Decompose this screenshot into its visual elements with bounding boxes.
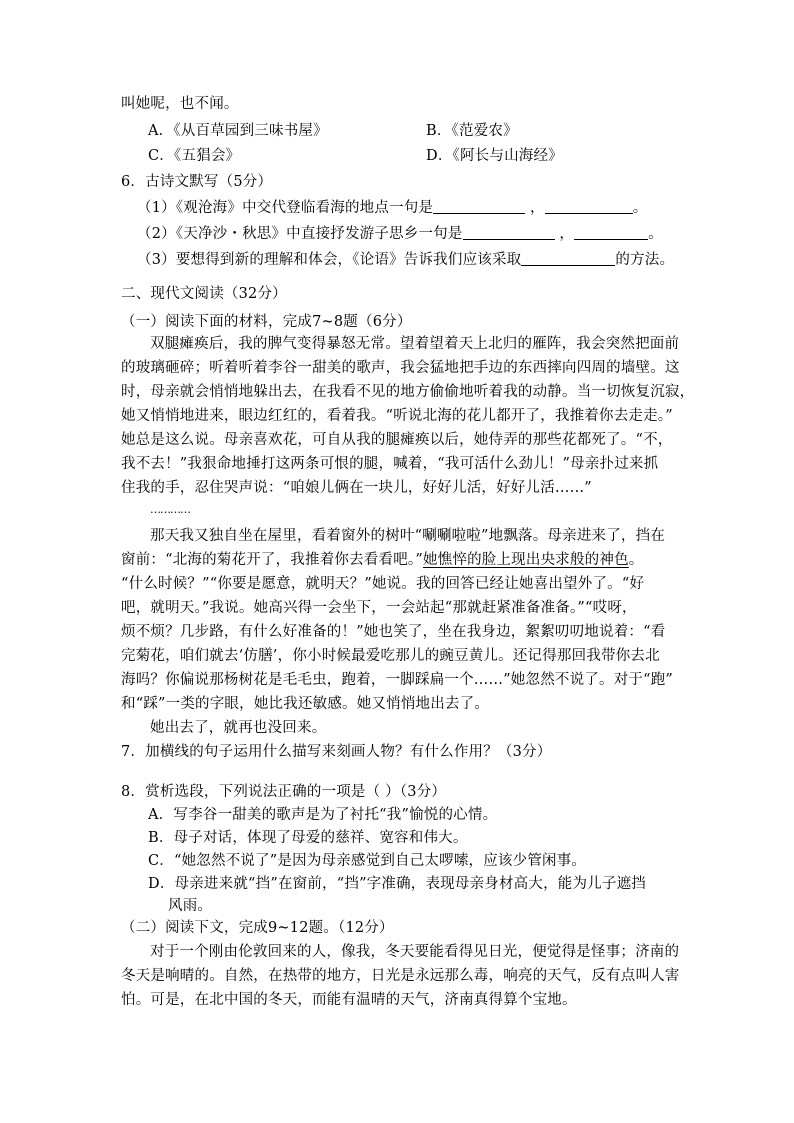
passage-line (121, 550, 644, 570)
passage-line: 她出去了，就再也没回来。 (150, 720, 327, 736)
passage-line: 住我的手，忍住哭声说：“咱娘儿俩在一块儿，好好儿活，好好儿活……” (121, 480, 592, 496)
q7-text: 7．加横线的句子运用什么描写来刻画人物？有什么作用？（3分） (121, 744, 552, 760)
separator: ， (530, 200, 545, 216)
period: 。 (648, 226, 663, 242)
q6-title: 6．古诗文默写（5分） (121, 174, 273, 190)
q8-option-a: A．写李谷一甜美的歌声是为了衬托“我”愉悦的心情。 (148, 807, 498, 823)
q5-option-b: B．《范爱农》 (426, 123, 518, 139)
q5-tail: 叫她呢，也不闻。 (121, 96, 239, 112)
q6-item-3-end: 的方法。 (615, 252, 675, 268)
q5-option-c: C．《五猖会》 (148, 148, 241, 164)
q6-item-2 (137, 224, 663, 244)
passage-line: 对于一个刚由伦敦回来的人，像我，冬天要能看得见日光，便觉得是怪事；济南的 (150, 944, 680, 960)
answer-blank[interactable] (521, 250, 615, 266)
q8-option-b: B．母子对话，体现了母爱的慈祥、宽容和伟大。 (148, 830, 468, 846)
q8-option-d: D．母亲进来就“挡”在窗前，“挡”字准确，表现母亲身材高大，能为儿子遮挡 (148, 876, 646, 892)
passage-line: 我不去！”我狠命地捶打这两条可恨的腿，喊着，“我可活什么劲儿！”母亲扑过来抓 (121, 456, 659, 472)
q6-item-3 (137, 250, 674, 270)
q8-option-d-cont: 风雨。 (168, 898, 213, 914)
passage-line: 那天我又独自坐在屋里，看着窗外的树叶“唰唰啦啦”地飘落。母亲进来了，挡在 (150, 528, 666, 544)
passage-line: 她总是这么说。母亲喜欢花，可自从我的腿瘫痪以后，她侍弄的那些花都死了。“不， (121, 432, 673, 448)
answer-blank[interactable] (463, 224, 555, 240)
q6-item-1-text: （1）《观沧海》中交代登临看海的地点一句是 (137, 200, 434, 216)
passage-line: 她又悄悄地进来，眼边红红的，看着我。“听说北海的花儿都开了，我推着你去走走。” (121, 408, 673, 424)
underlined-sentence: 她憔悴的脸上现出央求般的神色 (422, 552, 629, 568)
passage-line: “什么时候？”“你要是愿意，就明天？”她说。我的回答已经让她喜出望外了。“好 (121, 576, 645, 592)
passage-line: 和“踩”一类的字眼，她比我还敏感。她又悄悄地出去了。 (121, 696, 490, 712)
separator: ， (559, 226, 575, 242)
passage-line: 怕。可是，在北中国的冬天，而能有温晴的天气，济南真得算个宝地。 (121, 992, 577, 1008)
section-2-title: 二、现代文阅读（32分） (121, 286, 287, 302)
passage-line: 烦不烦？几步路，有什么好准备的！”她也笑了，坐在我身边，絮絮叨叨地说着：“看 (121, 624, 666, 640)
passage-line: 吧，就明天。”我说。她高兴得一会坐下，一会站起“那就赶紧准备准备。”“哎呀， (121, 600, 637, 616)
q5-option-a: A．《从百草园到三味书屋》 (148, 123, 328, 139)
q6-item-2-text: （2）《天净沙・秋思》中直接抒发游子思乡一句是 (137, 226, 463, 242)
part-2-title: （二）阅读下文，完成9~12题。（12分） (121, 920, 394, 936)
passage-line: 双腿瘫痪后，我的脾气变得暴怒无常。望着望着天上北归的雁阵，我会突然把面前 (150, 336, 680, 352)
passage-line: 的玻璃砸碎；听着听着李谷一甜美的歌声，我会猛地把手边的东西摔向四周的墙壁。这 (121, 360, 680, 376)
passage-text: 窗前：“北海的菊花开了，我推着你去看看吧。” (121, 552, 423, 568)
passage-line: 冬天是响晴的。自然，在热带的地方，日光是永远那么毒，响亮的天气，反有点叫人害 (121, 968, 680, 984)
passage-line: 完菊花，咱们就去‘仿膳’，你小时候最爱吃那儿的豌豆黄儿。还记得那回我带你去北 (121, 648, 660, 664)
passage-line: 时，母亲就会悄悄地躲出去，在我看不见的地方偷偷地听着我的动静。当一切恢复沉寂， (121, 384, 695, 400)
passage-text: 。 (628, 552, 644, 568)
q6-item-3-text: （3）要想得到新的理解和体会，《论语》告诉我们应该采取 (137, 252, 522, 268)
answer-blank[interactable] (545, 198, 633, 214)
part-1-title: （一）阅读下面的材料，完成7~8题（6分） (121, 314, 412, 330)
q8-option-c: C．“她忽然不说了”是因为母亲感觉到自己太啰嗦，应该少管闲事。 (148, 853, 587, 869)
q5-option-d: D．《阿长与山海经》 (426, 148, 563, 164)
period: 。 (632, 200, 648, 216)
answer-blank[interactable] (574, 224, 648, 240)
q6-item-1 (137, 198, 647, 218)
q8-title: 8．赏析选段，下列说法正确的一项是（ ）（3分） (121, 784, 447, 800)
passage-line: 海吗？你偏说那杨树花是毛毛虫，跑着，一脚踩扁一个……”她忽然不说了。对于“跑” (121, 672, 674, 688)
answer-blank[interactable] (433, 198, 525, 214)
ellipsis-line: ………… (150, 503, 190, 516)
